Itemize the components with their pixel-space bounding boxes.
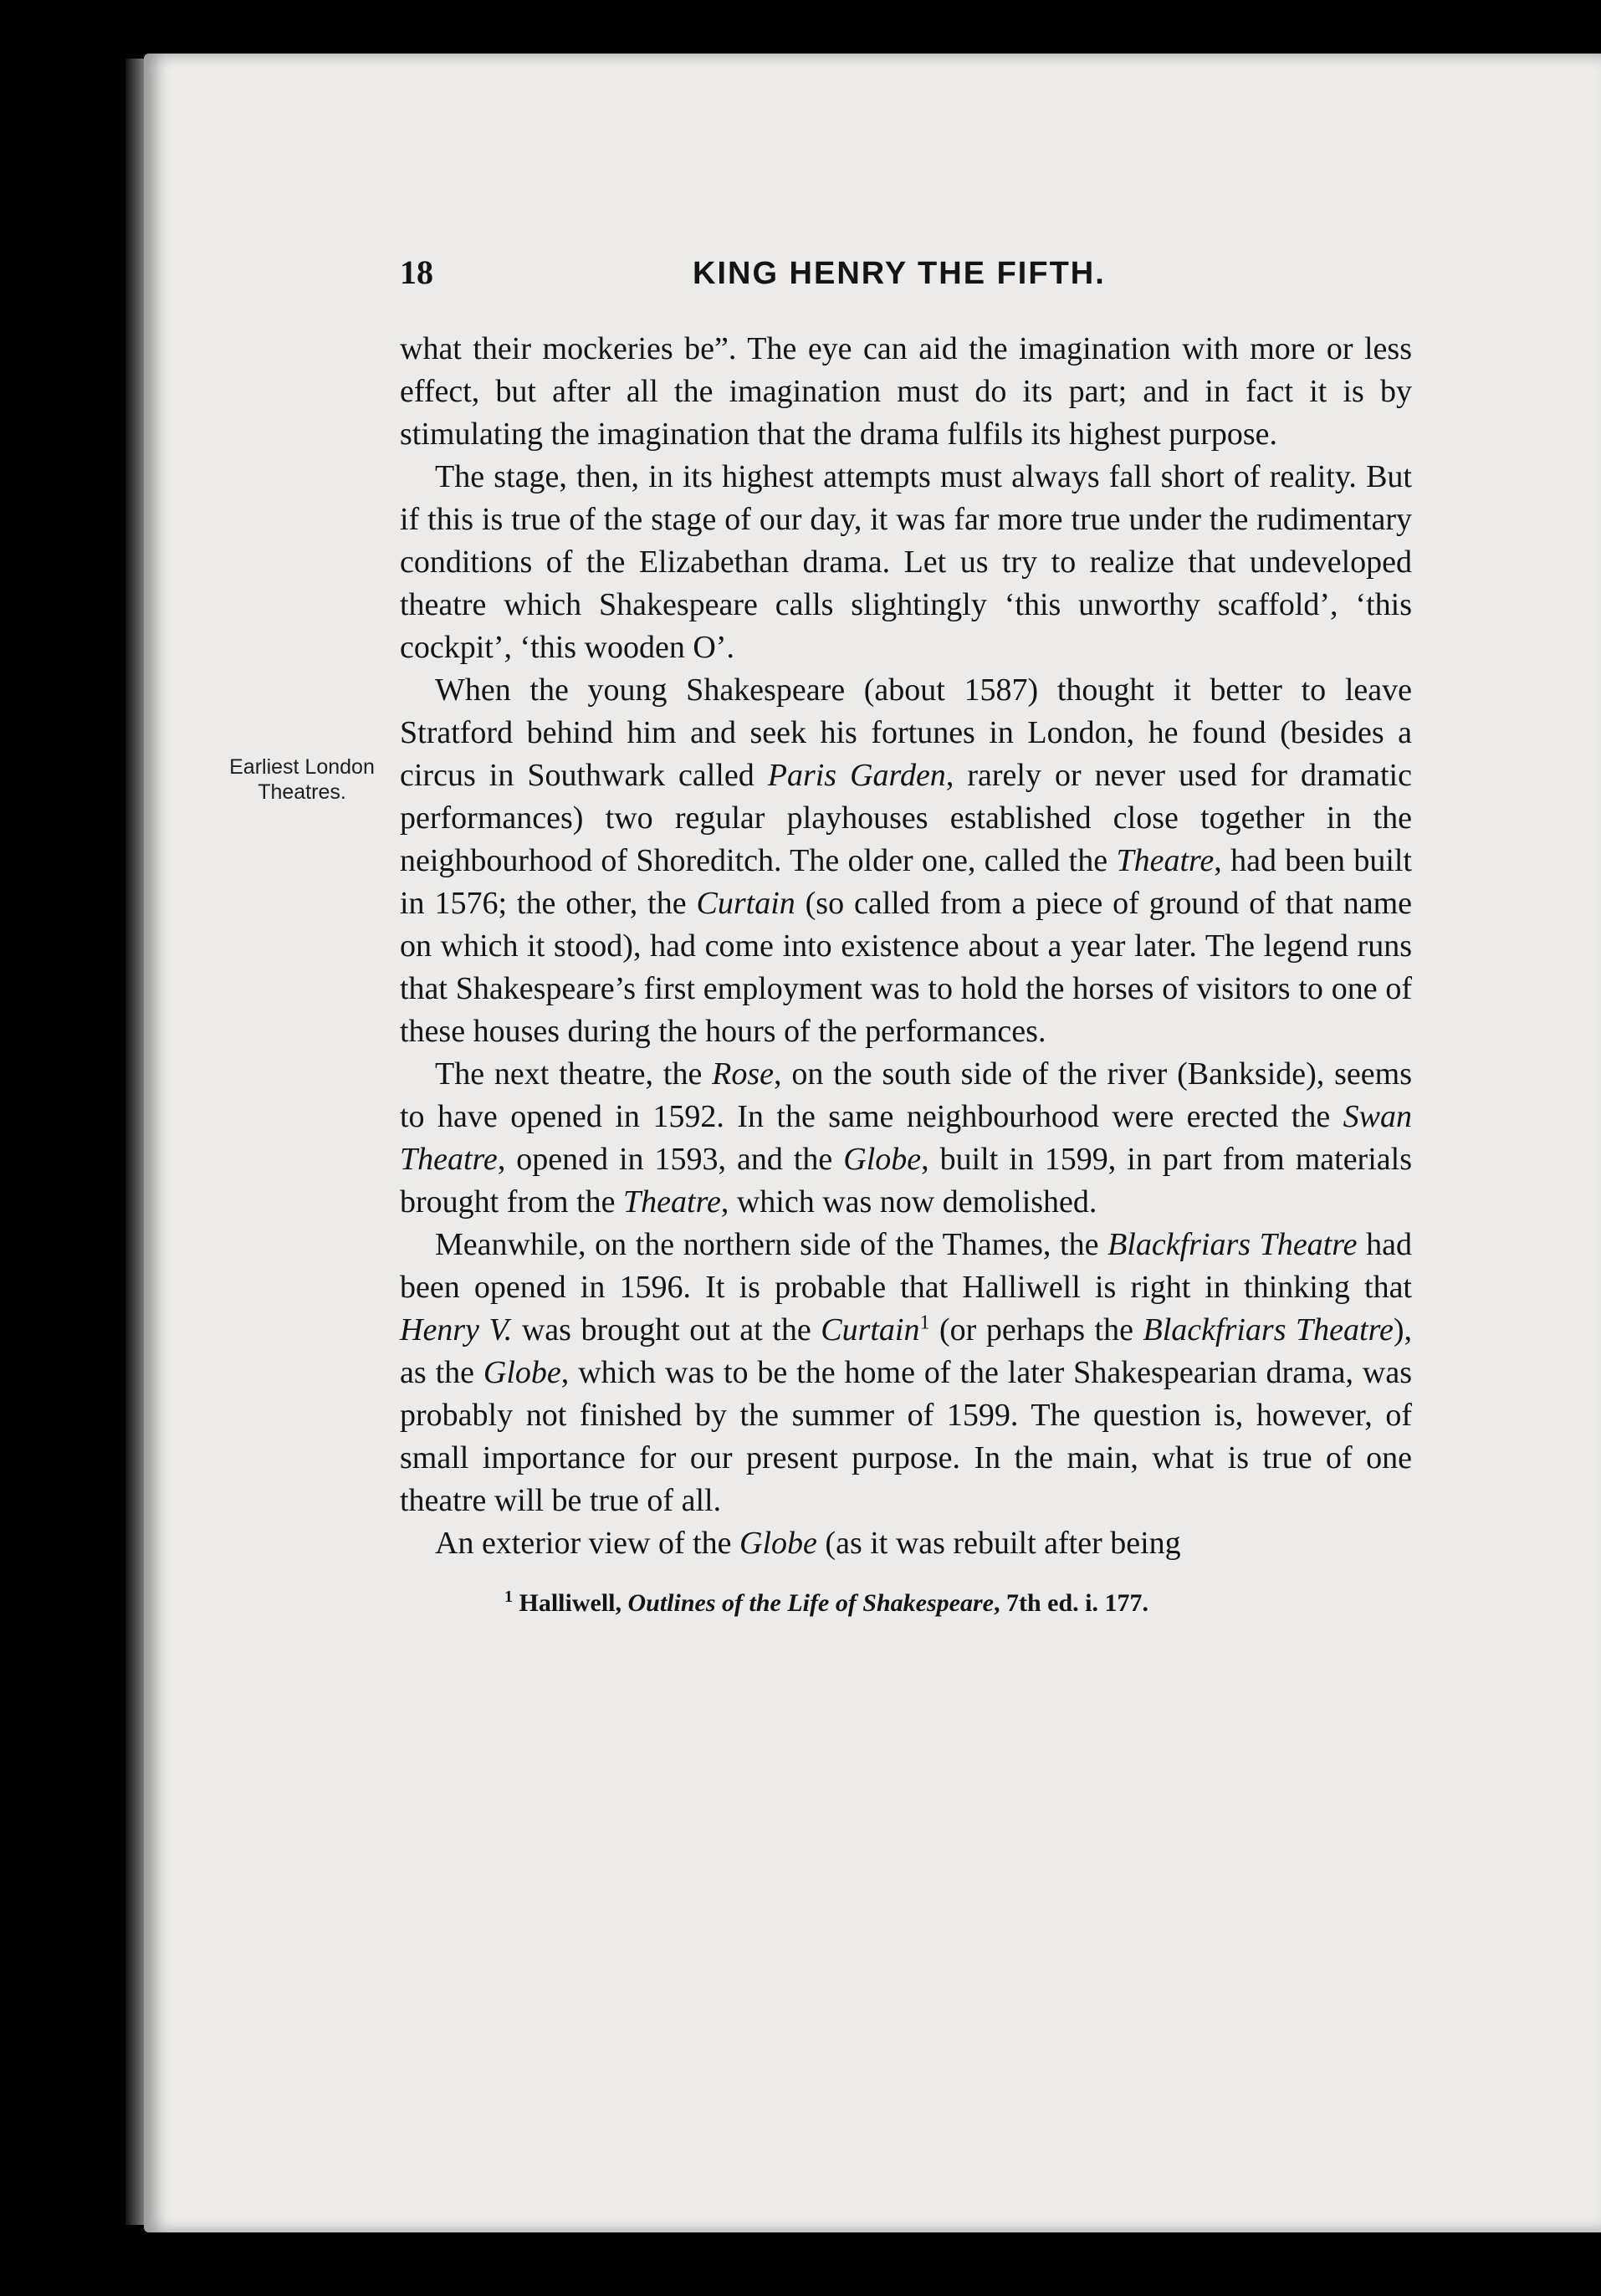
page-header bbox=[400, 251, 1412, 320]
marginal-note bbox=[214, 754, 390, 805]
paragraph-1-text: what their mockeries be”. The eye can aid the imagination with more or less effect, but after all the imagination must do its part; and in fact it is by stimulating the imagination that the drama fulfils its highest purpose. bbox=[400, 331, 1412, 452]
paragraph-5-text-d: (or perhaps the bbox=[929, 1312, 1143, 1347]
paragraph-4 bbox=[400, 1053, 1412, 1224]
footnote-reference: 1 bbox=[919, 1312, 930, 1334]
paragraph-5-text-e: ), as the bbox=[400, 1312, 1412, 1390]
paragraph-3-text-b: , rarely or never used for dramatic performances) two regular playhouses established close together in the neighbourhood of Shoreditch. The older one, called the bbox=[400, 758, 1412, 878]
paragraph-5-text-f: , which was to be the home of the later Shakespearian drama, was probably not finished by the summer of 1599. The question is, however, of small importance for our present purpose. In the main, what is true of one theatre will be true of all. bbox=[400, 1355, 1413, 1518]
paragraph-3-text-c: , had been built in 1576; the other, the bbox=[400, 843, 1412, 921]
italic-rose: Rose bbox=[712, 1056, 775, 1092]
paragraph-5-text-c: was brought out at the bbox=[512, 1312, 821, 1347]
marginal-note-line-1: Earliest London bbox=[229, 755, 375, 779]
paragraph-3-wrap bbox=[229, 669, 1412, 1053]
paragraph-1 bbox=[400, 328, 1412, 456]
paragraph-6-text-b: (as it was rebuilt after being bbox=[816, 1526, 1181, 1561]
paragraph-4-text-b: , on the south side of the river (Bankside), seems to have opened in 1592. In the same neighbourhood were erected the bbox=[400, 1056, 1413, 1134]
italic-henry-v: Henry V. bbox=[400, 1312, 513, 1347]
italic-theatre: Theatre bbox=[1116, 843, 1215, 878]
page-number: 18 bbox=[400, 253, 433, 291]
italic-globe-2: Globe bbox=[483, 1355, 561, 1390]
text-block bbox=[229, 251, 1413, 1624]
italic-blackfriars-theatre: Blackfriars Theatre bbox=[1107, 1227, 1358, 1262]
running-title: KING HENRY THE FIFTH. bbox=[693, 256, 1106, 291]
paragraph-3 bbox=[400, 669, 1412, 1053]
footnote-rest: , 7th ed. i. 177. bbox=[993, 1589, 1148, 1617]
italic-globe-3: Globe bbox=[739, 1526, 817, 1561]
paragraph-3-text-d: (so called from a piece of ground of that name on which it stood), had come into existence about a year later. The legend runs that Shakespeare’s first employment was to hold the horses of visitors to one of these houses during the hours of the performances. bbox=[400, 886, 1412, 1049]
paragraph-2 bbox=[400, 456, 1412, 669]
paragraph-4-text-d: , built in 1599, in part from materials brought from the bbox=[400, 1142, 1412, 1220]
paragraph-5 bbox=[400, 1224, 1412, 1522]
paragraph-6 bbox=[400, 1522, 1412, 1565]
paragraph-6-text-a: An exterior view of the bbox=[435, 1526, 740, 1561]
italic-paris-garden: Paris Garden bbox=[767, 758, 946, 793]
italic-swan-theatre: Swan Theatre bbox=[400, 1099, 1412, 1177]
paragraph-5-text-b: had been opened in 1596. It is probable that Halliwell is right in thinking that bbox=[400, 1227, 1412, 1305]
footnote-marker: 1 bbox=[504, 1588, 513, 1606]
paragraph-5-text-a: Meanwhile, on the northern side of the Thames, the bbox=[435, 1227, 1108, 1262]
italic-curtain-2: Curtain bbox=[821, 1312, 920, 1347]
italic-theatre-2: Theatre bbox=[623, 1184, 721, 1220]
paragraph-3-text-a: When the young Shakespeare (about 1587) thought it better to leave Stratford behind him and seek his fortunes in London, he found (besides a circus in Southwark called bbox=[400, 672, 1412, 793]
paragraph-4-text-e: , which was now demolished. bbox=[720, 1184, 1097, 1220]
footnote-author: Halliwell, bbox=[519, 1589, 628, 1617]
paragraph-2-text: The stage, then, in its highest attempts must always fall short of reality. But if this is true of the stage of our day, it was far more true under the rudimentary conditions of the Elizabethan drama. Let us try to realize that undeveloped theatre which Shakespeare calls slightingly ‘this unworthy scaffold’, ‘this cockpit’, ‘this wooden O’. bbox=[400, 459, 1412, 665]
footnote bbox=[400, 1582, 1412, 1624]
marginal-note-line-2: Theatres. bbox=[258, 780, 346, 804]
footnote-title: Outlines of the Life of Shakespeare bbox=[627, 1589, 994, 1617]
italic-curtain: Curtain bbox=[696, 886, 795, 921]
paragraph-4-text-c: , opened in 1593, and the bbox=[497, 1142, 844, 1177]
italic-globe: Globe bbox=[843, 1142, 922, 1177]
italic-blackfriars-theatre-2: Blackfriars Theatre bbox=[1143, 1312, 1394, 1347]
paragraph-4-text-a: The next theatre, the bbox=[435, 1056, 713, 1092]
